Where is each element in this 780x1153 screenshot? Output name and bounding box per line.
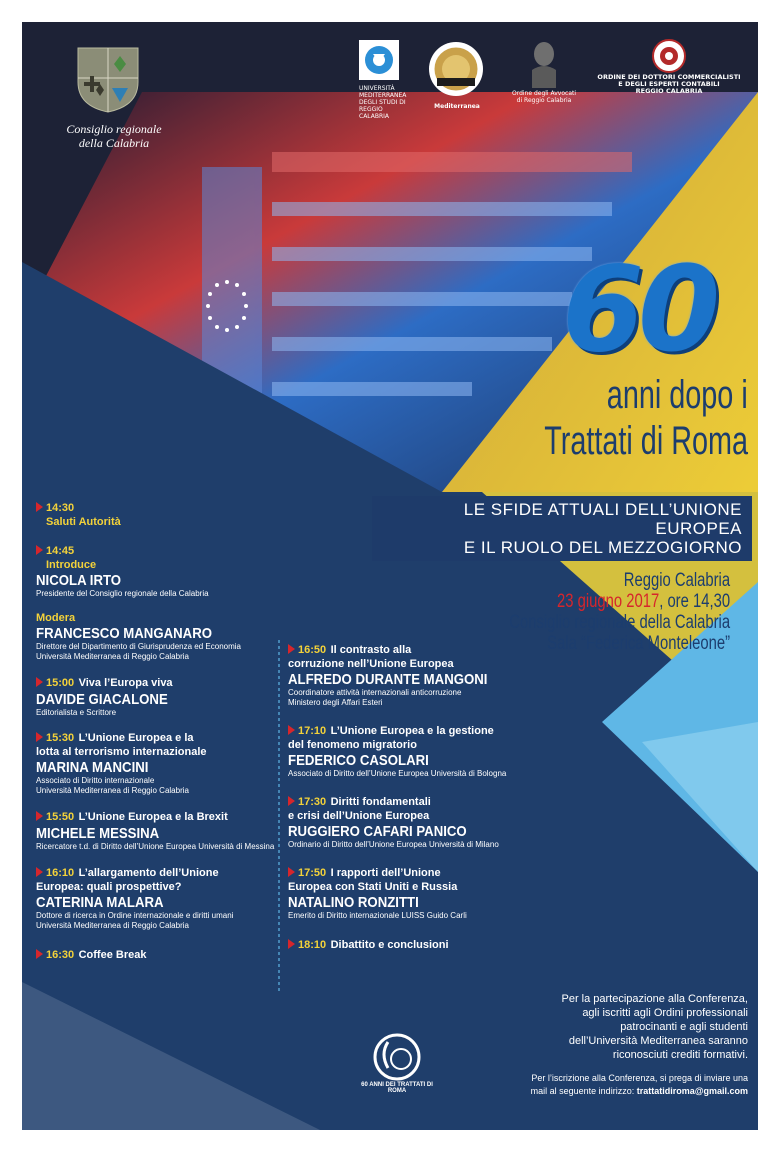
- arrow-icon: [36, 677, 43, 687]
- contact-email[interactable]: trattatidiroma@gmail.com: [636, 1086, 748, 1096]
- avvocati-line1: Ordine degli Avvocati: [511, 90, 577, 97]
- event-date: 23 giugno 2017: [556, 591, 660, 612]
- speaker-role: Ordinario di Diritto dell’Unione Europea Università di Milano: [288, 840, 499, 849]
- subtitle-banner: [372, 496, 752, 561]
- mediterranea-seal-icon: [427, 40, 485, 98]
- sponsor-logo-avvocati: [504, 40, 584, 104]
- arrow-icon: [36, 545, 43, 555]
- speaker-role2: Università Mediterranea di Reggio Calabria: [36, 652, 189, 661]
- program-item: [36, 541, 286, 599]
- info-line2: agli iscritti agli Ordini professionali: [582, 1007, 748, 1019]
- item-title2: Europea con Stati Uniti e Russia: [288, 881, 458, 893]
- council-name-line1: Consiglio regionale: [66, 122, 162, 136]
- info-line5: riconosciuti crediti formativi.: [612, 1049, 748, 1061]
- item-title: L’allargamento dell’Unione: [78, 867, 219, 879]
- poster: [22, 22, 758, 1131]
- arrow-icon: [288, 796, 295, 806]
- sponsor-logo-university: [359, 40, 409, 120]
- speaker-name: DAVIDE GIACALONE: [36, 691, 168, 708]
- info-line3: patrocinanti e agli studenti: [620, 1021, 748, 1033]
- speaker-name: NICOLA IRTO: [36, 572, 122, 589]
- speaker-role: Direttore del Dipartimento di Giurisprudenza ed Economia: [36, 642, 241, 651]
- arrow-icon: [288, 644, 295, 654]
- item-time: 16:50: [298, 644, 327, 656]
- program-left: [36, 498, 286, 963]
- university-logo-text: UNIVERSITÀ MEDITERRANEA DEGLI STUDI DI REGGIO CALABRIA: [359, 85, 407, 120]
- speaker-name: MARINA MANCINI: [36, 759, 149, 776]
- item-time: 14:30: [46, 502, 75, 514]
- program-right: [288, 640, 548, 953]
- item-title2: e crisi dell’Unione Europea: [288, 810, 430, 822]
- item-title: L’Unione Europea e la Brexit: [78, 811, 228, 823]
- council-logo: [54, 42, 174, 150]
- sponsor-logo-commercialisti: [594, 38, 744, 95]
- item-title: Viva l’Europa viva: [78, 677, 173, 689]
- program-item: [36, 807, 286, 852]
- title-line1: anni dopo i: [607, 373, 748, 417]
- subtitle-line1: LE SFIDE ATTUALI DELL’UNIONE EUROPEA: [463, 500, 742, 538]
- item-title2: lotta al terrorismo internazionale: [36, 746, 207, 758]
- item-time: 15:30: [46, 732, 75, 744]
- arrow-icon: [36, 732, 43, 742]
- speaker-role2: Ministero degli Affari Esteri: [288, 698, 383, 707]
- item-time: 15:00: [46, 677, 75, 689]
- program-item: [36, 673, 286, 718]
- speaker-name: FEDERICO CASOLARI: [288, 752, 429, 769]
- commercialisti-line3: REGGIO CALABRIA: [635, 87, 703, 95]
- bust-statue-icon: [529, 40, 559, 90]
- item-time: 18:10: [298, 939, 327, 951]
- event-time: , ore 14,30: [659, 591, 730, 612]
- moderator-label: Modera: [36, 612, 76, 624]
- speaker-name: MICHELE MESSINA: [36, 825, 160, 842]
- item-title: Diritti fondamentali: [330, 796, 431, 808]
- speaker-name: FRANCESCO MANGANARO: [36, 625, 212, 642]
- program-item: [288, 721, 548, 779]
- item-time: 16:30: [46, 949, 75, 961]
- sixty-years-logo-icon: [372, 1032, 422, 1082]
- speaker-role: Presidente del Consiglio regionale della Calabria: [36, 589, 209, 598]
- item-title2: del fenomeno migratorio: [288, 739, 417, 751]
- item-title2: corruzione nell’Unione Europea: [288, 658, 454, 670]
- bottom-logo-caption: 60 ANNI DEI TRATTATI DI ROMA: [361, 1082, 433, 1094]
- speaker-name: ALFREDO DURANTE MANGONI: [288, 671, 488, 688]
- speaker-name: NATALINO RONZITTI: [288, 894, 419, 911]
- arrow-icon: [288, 725, 295, 735]
- program-item: [36, 498, 286, 529]
- item-time: 15:50: [46, 811, 75, 823]
- item-title: Saluti Autorità: [46, 516, 121, 528]
- info-registration-text: mail al seguente indirizzo:: [530, 1086, 637, 1096]
- arrow-icon: [36, 867, 43, 877]
- program-item: [36, 945, 286, 963]
- item-time: 17:30: [298, 796, 327, 808]
- council-crest-icon: [68, 42, 148, 114]
- arrow-icon: [36, 949, 43, 959]
- speaker-role: Associato di Diritto internazionale: [36, 776, 155, 785]
- item-title: L’Unione Europea e la: [78, 732, 194, 744]
- item-title2: Europea: quali prospettive?: [36, 881, 182, 893]
- event-city: Reggio Calabria: [623, 570, 730, 591]
- speaker-role2: Università Mediterranea di Reggio Calabria: [36, 786, 189, 795]
- sponsor-logo-mediterranea: [427, 40, 487, 110]
- program-item: [288, 640, 548, 708]
- arrow-icon: [36, 811, 43, 821]
- arrow-icon: [288, 939, 295, 949]
- arrow-icon: [36, 502, 43, 512]
- speaker-name: RUGGIERO CAFARI PANICO: [288, 823, 467, 840]
- council-name-line2: della Calabria: [78, 136, 150, 150]
- event-date-time: [509, 591, 730, 612]
- speaker-role2: Università Mediterranea di Reggio Calabria: [36, 921, 189, 930]
- item-title: Dibattito e conclusioni: [330, 939, 449, 951]
- anniversary-number: 60: [562, 240, 715, 378]
- info-line1: Per la partecipazione alla Conferenza,: [561, 993, 748, 1005]
- program-item: [288, 863, 548, 921]
- speaker-role: Coordinatore attività internazionali anticorruzione: [288, 688, 462, 697]
- speaker-name: CATERINA MALARA: [36, 894, 164, 911]
- speaker-role: Associato di Diritto dell’Unione Europea Università di Bologna: [288, 769, 507, 778]
- speaker-role: Editorialista e Scrittore: [36, 708, 117, 717]
- program-item: [36, 728, 286, 796]
- item-time: 17:50: [298, 867, 327, 879]
- item-title: Coffee Break: [78, 949, 147, 961]
- event-room: Sala “Federica Monteleone”: [547, 633, 730, 654]
- info-block: [418, 992, 748, 1098]
- title-line2: Trattati di Roma: [544, 419, 748, 463]
- commercialisti-line1: ORDINE DEI DOTTORI COMMERCIALISTI: [597, 73, 741, 81]
- commercialisti-line2: E DEGLI ESPERTI CONTABILI: [618, 80, 720, 88]
- program-item: [288, 935, 548, 953]
- university-logo-icon: [359, 40, 399, 80]
- info-registration-line2: [418, 1085, 748, 1098]
- subtitle-line2: E IL RUOLO DEL MEZZOGIORNO: [463, 538, 742, 557]
- mediterranea-logo-text: Mediterranea: [434, 103, 480, 110]
- item-title: I rapporti dell’Unione: [330, 867, 441, 879]
- program-item: [36, 612, 286, 662]
- item-title: Il contrasto alla: [330, 644, 412, 656]
- program-item: [36, 863, 286, 931]
- bottom-logo: [352, 1032, 442, 1094]
- commercialisti-emblem-icon: [651, 38, 687, 74]
- program-item: [288, 792, 548, 850]
- item-time: 16:10: [46, 867, 75, 879]
- speaker-role: Emerito di Diritto internazionale LUISS Guido Carli: [288, 911, 467, 920]
- avvocati-line2: di Reggio Calabria: [516, 97, 572, 104]
- info-line4: dell’Università Mediterranea saranno: [568, 1035, 748, 1047]
- arrow-icon: [288, 867, 295, 877]
- event-venue: Consiglio regionale della Calabria: [509, 612, 730, 633]
- speaker-role: Dottore di ricerca in Ordine internazionale e diritti umani: [36, 911, 234, 920]
- speaker-role: Ricercatore t.d. di Diritto dell’Unione Europea Università di Messina: [36, 842, 275, 851]
- info-registration-line1: Per l’iscrizione alla Conferenza, si prega di inviare una: [531, 1073, 748, 1083]
- item-time: 14:45: [46, 545, 75, 557]
- item-title: L’Unione Europea e la gestione: [330, 725, 494, 737]
- item-time: 17:10: [298, 725, 327, 737]
- item-title: Introduce: [46, 559, 97, 571]
